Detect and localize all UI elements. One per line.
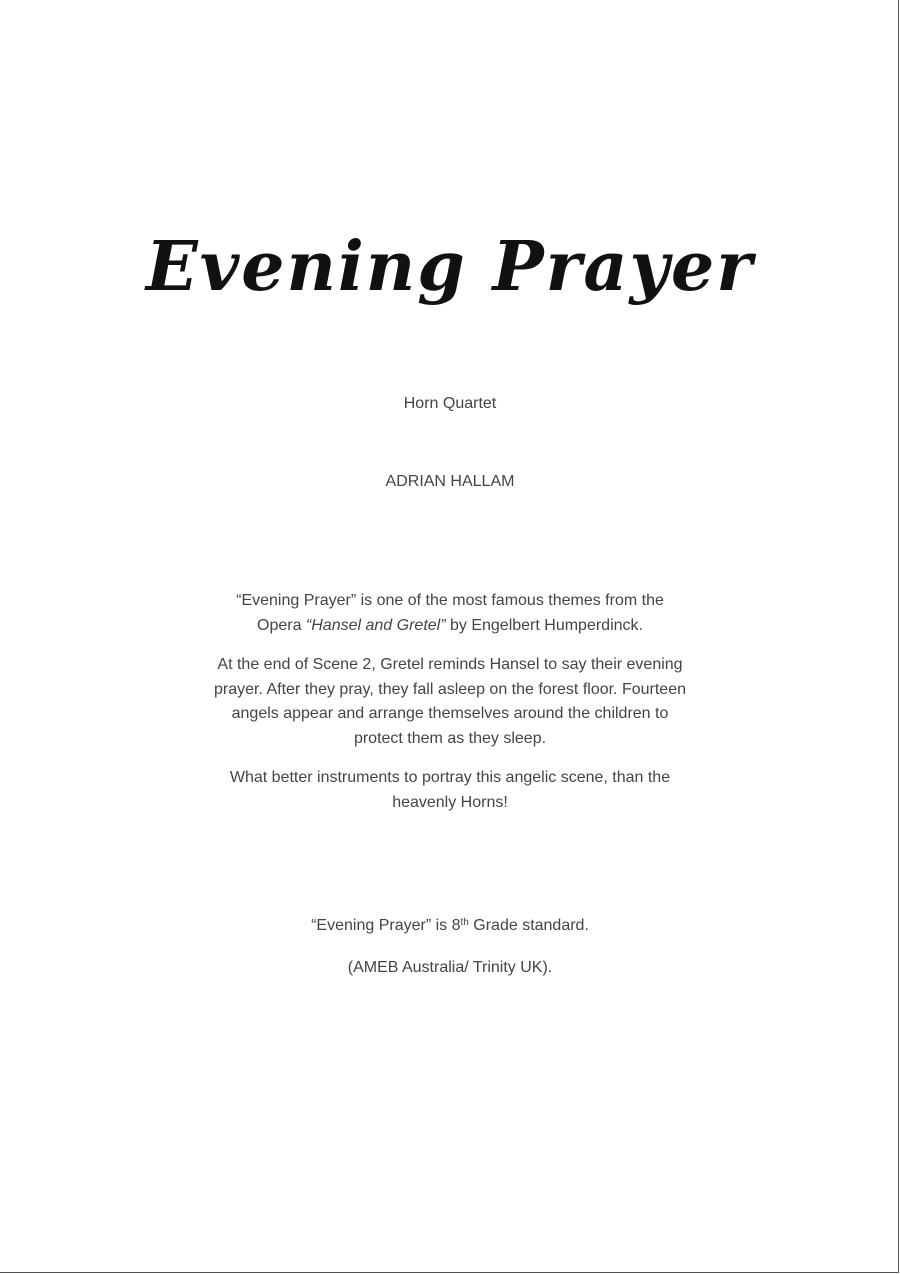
- opera-title: “Hansel and Gretel”: [305, 616, 446, 634]
- title: Evening Prayer: [145, 227, 755, 307]
- description-paragraph-1: [212, 589, 688, 638]
- description-p1-tail: by Engelbert Humperdinck.: [445, 616, 643, 634]
- exam-boards: (AMEB Australia/ Trinity UK).: [347, 959, 553, 976]
- description-p1-text: “Evening Prayer” is one of the most famous themes from the Opera: [236, 592, 664, 634]
- grade-ordinal-suffix: th: [460, 917, 469, 928]
- description-paragraph-3: What better instruments to portray this angelic scene, than the heavenly Horns!: [229, 769, 671, 811]
- grade-text: “Evening Prayer” is 8: [311, 917, 461, 934]
- description-paragraph-2: At the end of Scene 2, Gretel reminds Hansel to say their evening prayer. After they pray, they fall asleep on the forest floor. Fourteen angels appear and arrange themselves around the children to protect them as they sleep.: [214, 656, 686, 747]
- description: [212, 589, 688, 830]
- grade-standard: [0, 917, 900, 935]
- composer: ADRIAN HALLAM: [385, 473, 515, 490]
- instrumentation: Horn Quartet: [403, 395, 497, 412]
- grade-text-tail: Grade standard.: [468, 917, 589, 934]
